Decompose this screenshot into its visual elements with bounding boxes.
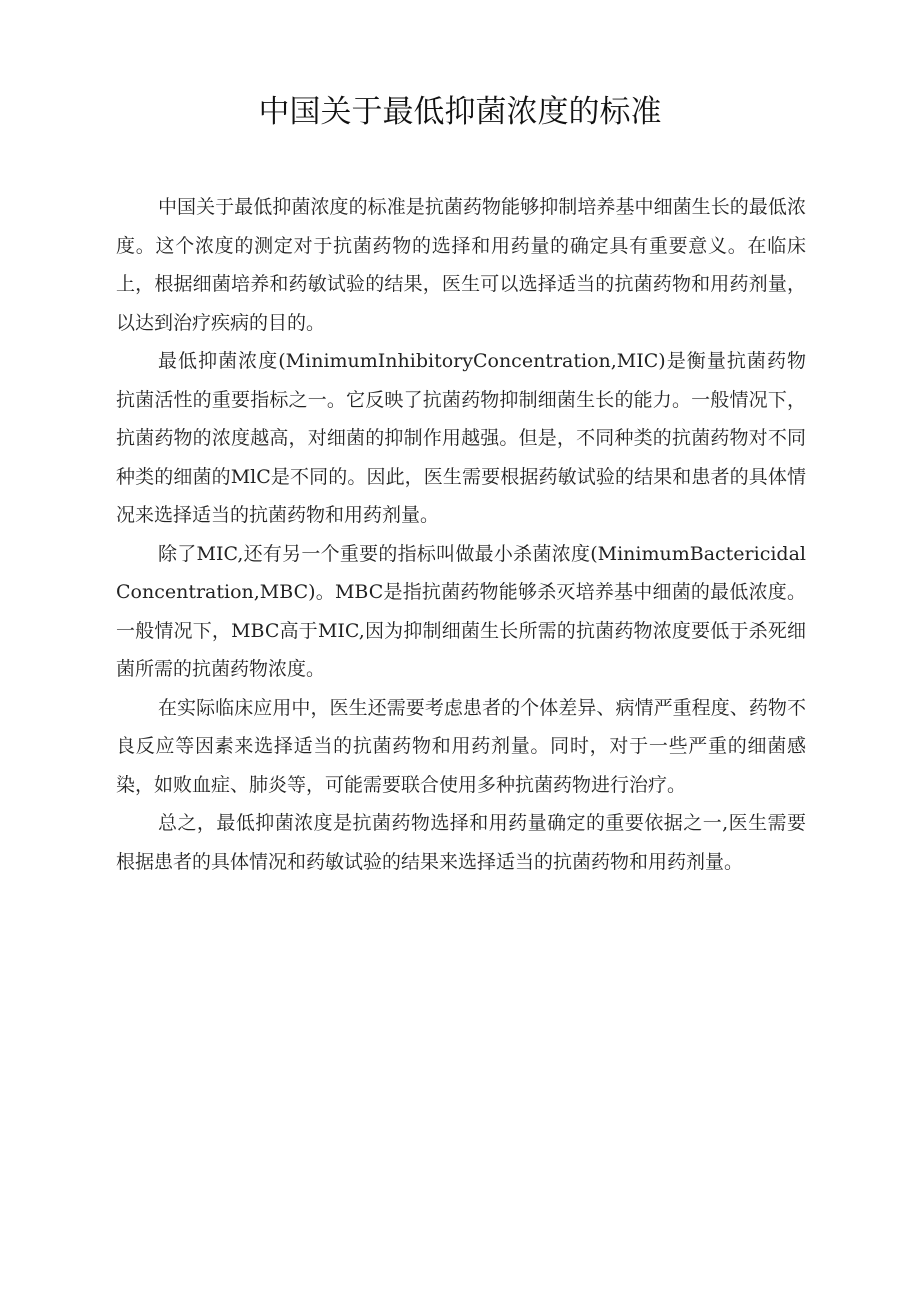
paragraph-3: 除了MIC,还有另一个重要的指标叫做最小杀菌浓度(MinimumBactericidalConcentration,MBC)。MBC是指抗菌药物能够杀灭培养基中细菌的最低浓度。一般情况下，MBC高于MIC,因为抑制细菌生长所需的抗菌药物浓度要低于杀死细菌所需的抗菌药物浓度。	[116, 542, 806, 680]
paragraph-1: 中国关于最低抑菌浓度的标准是抗菌药物能够抑制培养基中细菌生长的最低浓度。这个浓度的测定对于抗菌药物的选择和用药量的确定具有重要意义。在临床上，根据细菌培养和药敏试验的结果，医生可以选择适当的抗菌药物和用药剂量，以达到治疗疾病的目的。	[116, 196, 806, 334]
paragraph-2: 最低抑菌浓度(MinimumInhibitoryConcentration,MIC)是衡量抗菌药物抗菌活性的重要指标之一。它反映了抗菌药物抑制细菌生长的能力。一般情况下，抗菌药物的浓度越高，对细菌的抑制作用越强。但是，不同种类的抗菌药物对不同种类的细菌的MlC是不同的。因此，医生需要根据药敏试验的结果和患者的具体情况来选择适当的抗菌药物和用药剂量。	[116, 350, 806, 526]
document-title: 中国关于最低抑菌浓度的标准	[258, 94, 662, 130]
document-body	[116, 188, 806, 881]
paragraph-5: 总之，最低抑菌浓度是抗菌药物选择和用药量确定的重要依据之一,医生需要根据患者的具体情况和药敏试验的结果来选择适当的抗菌药物和用药剂量。	[116, 812, 806, 873]
paragraph-4: 在实际临床应用中，医生还需要考虑患者的个体差异、病情严重程度、药物不良反应等因素来选择适当的抗菌药物和用药剂量。同时，对于一些严重的细菌感染，如败血症、肺炎等，可能需要联合使用多种抗菌药物进行治疗。	[116, 696, 806, 796]
